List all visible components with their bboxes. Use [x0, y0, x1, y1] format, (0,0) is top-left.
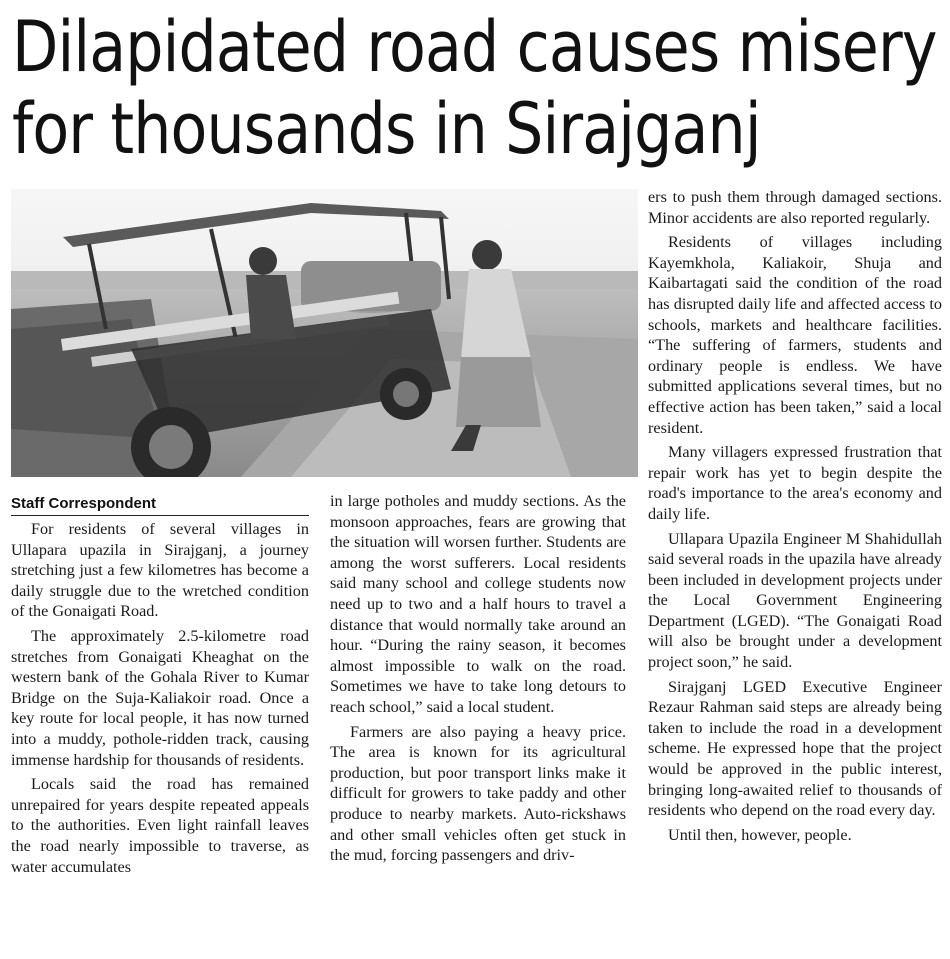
paragraph: Locals said the road has remained unrepaired for years despite repeated appeals to the authorities. Even light rainfall leaves the road nearly impossible to traverse, as water accumulates: [11, 775, 309, 876]
paragraph: The approximately 2.5-kilometre road stretches from Gonaigati Kheaghat on the western bank of the Gohala River to Kumar Bridge on the Suja-Kaliakoir road. Once a key route for local people, it has now turned into a muddy, pothole-ridden track, causing immense hardship for thousands of residents.: [11, 626, 309, 769]
article-column-1: [11, 519, 309, 881]
article-column-2: [330, 491, 626, 870]
paragraph: Ullapara Upazila Engineer M Shahidullah said several roads in the upazila have already been included in development projects under the Local Government Engineering Department (LGED). “The Gonaigati Road will also be brought under a development project soon,” he said.: [648, 529, 942, 672]
paragraph: Until then, however, people.: [668, 825, 852, 844]
paragraph: Farmers are also paying a heavy price. The area is known for its agricultural production, but poor transport links make it difficult for growers to take paddy and other produce to nearby markets. Auto-rickshaws and other small vehicles often get stuck in the mud, forcing passengers and driv-: [330, 722, 626, 865]
byline: Staff Correspondent: [11, 494, 309, 516]
news-photo: [11, 189, 638, 477]
paragraph: ers to push them through damaged sections. Minor accidents are also reported regularly.: [648, 188, 942, 227]
headline-line-1: Dilapidated road causes misery: [12, 6, 937, 88]
article-column-3: [648, 187, 942, 849]
paragraph: Sirajganj LGED Executive Engineer Rezaur Rahman said steps are already being taken to include the road in a development scheme. He expressed hope that the project would be approved in the public interest, bringing long-awaited relief to thousands of residents who depend on the road every day.: [648, 677, 942, 820]
paragraph: For residents of several villages in Ullapara upazila in Sirajganj, a journey stretching just a few kilometres has become a daily struggle due to the wretched condition of the Gonaigati Road.: [11, 520, 309, 621]
headline-line-2: for thousands in Sirajganj: [12, 88, 761, 170]
paragraph: in large potholes and muddy sections. As the monsoon approaches, fears are growing that the situation will worsen further. Students are among the worst sufferers. Local residents said many school and college students now need up to two and a half hours to travel a distance that would normally take around an hour. “During the rainy season, it becomes almost impossible to walk on the road. Sometimes we have to take long detours to reach school,” said a local student.: [330, 492, 626, 716]
headline: [12, 6, 937, 170]
paragraph: Residents of villages including Kayemkhola, Kaliakoir, Shuja and Kaibartagati said the condition of the road has disrupted daily life and affected access to schools, markets and healthcare facilities. “The suffering of farmers, students and ordinary people is endless. We have submitted applications several times, but no effective action has been taken,” said a local resident.: [648, 233, 942, 437]
paragraph: Many villagers expressed frustration that repair work has yet to begin despite the road's importance to the area's economy and daily life.: [648, 443, 942, 523]
